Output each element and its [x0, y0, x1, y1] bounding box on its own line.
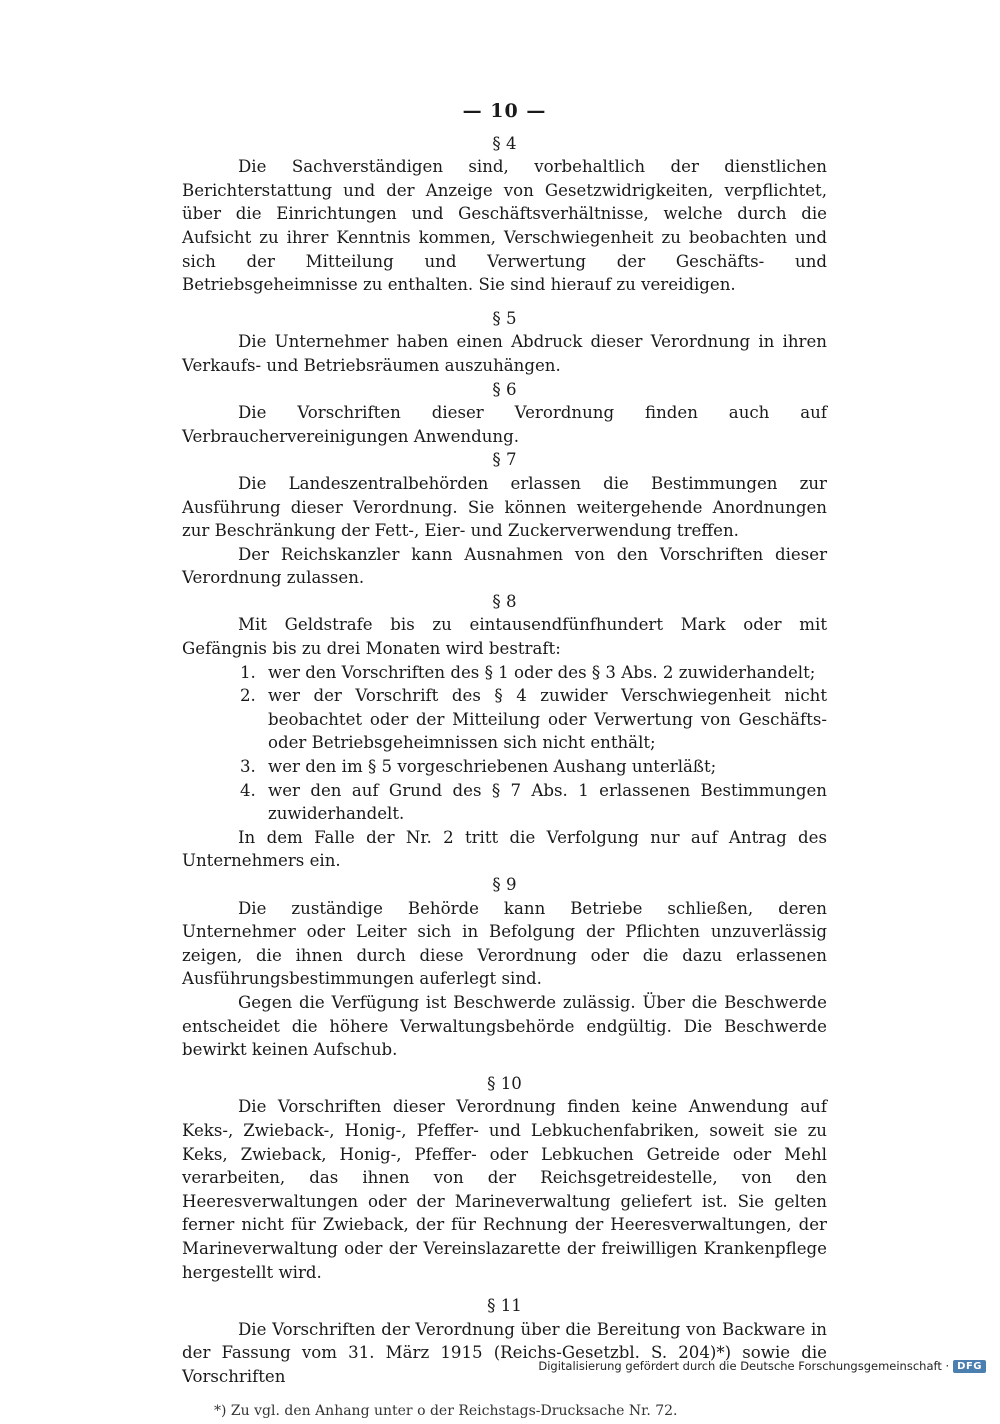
section-7-paragraph-1: Die Landeszentralbehörden erlassen die Bestimmungen zur Ausführung dieser Verordnung. Sie können weitergehende Anordnungen zur Beschränkung der Fett-, Eier- und Zuckerverwendung treffen. [182, 473, 827, 541]
page-number: — 10 — [462, 100, 547, 122]
footnote: *) Zu vgl. den Anhang unter o der Reichstags-Drucksache Nr. 72. [214, 1403, 678, 1420]
list-item-number: 1. [240, 662, 256, 682]
dfg-logo-icon: DFG [953, 1360, 986, 1373]
section-heading-5: § 5 [492, 308, 517, 328]
section-heading-10: § 10 [487, 1073, 522, 1093]
section-heading-11: § 11 [487, 1296, 522, 1316]
section-6-text: Die Vorschriften dieser Verordnung finden auch auf Verbrauchervereinigungen Anwendung. [182, 403, 827, 446]
list-item [182, 755, 827, 779]
list-item [182, 661, 827, 685]
list-item-text: wer den im § 5 vorgeschriebenen Aushang unterläßt; [268, 757, 717, 777]
section-7-paragraph-2: Der Reichskanzler kann Ausnahmen von den Vorschriften dieser Verordnung zulassen. [182, 544, 827, 588]
list-item [182, 684, 827, 755]
section-heading-6: § 6 [492, 379, 517, 399]
list-item-text: wer der Vorschrift des § 4 zuwider Verschwiegenheit nicht beobachtet oder der Mitteilung oder Verwertung von Geschäfts- oder Betriebsgeheimnissen sich nicht enthält; [268, 686, 827, 753]
section-heading-7: § 7 [492, 450, 517, 470]
list-item-text: wer den Vorschriften des § 1 oder des § 3 Abs. 2 zuwiderhandelt; [268, 662, 816, 682]
section-5-text: Die Unternehmer haben einen Abdruck dieser Verordnung in ihren Verkaufs- und Betriebsräumen auszuhängen. [182, 332, 827, 375]
digitization-credit [538, 1359, 986, 1373]
section-4-text: Die Sachverständigen sind, vorbehaltlich der dienstlichen Berichterstattung und der Anzeige von Gesetzwidrigkeiten, verpflichtet, über die Einrichtungen und Geschäftsverhältnisse, welche durch die Aufsicht zu ihrer Kenntnis kommen, Verschwiegenheit zu beobachten und sich der Mitteilung und Verwertung der Geschäfts- und Betriebsgeheimnisse zu enthalten. Sie sind hierauf zu vereidigen. [182, 157, 827, 295]
list-item [182, 779, 827, 826]
list-item-text: wer den auf Grund des § 7 Abs. 1 erlassenen Bestimmungen zuwiderhandelt. [268, 780, 827, 824]
document-page [182, 100, 827, 1424]
section-heading-9: § 9 [492, 875, 517, 894]
credit-text: Digitalisierung gefördert durch die Deutsche Forschungsgemeinschaft · [538, 1359, 950, 1373]
section-8-intro: Mit Geldstrafe bis zu eintausendfünfhundert Mark oder mit Gefängnis bis zu drei Monaten wird bestraft: [182, 615, 827, 659]
section-9-paragraph-1: Die zuständige Behörde kann Betriebe schließen, deren Unternehmer oder Leiter sich in Befolgung der Pflichten unzuverlässig zeigen, die ihnen durch diese Verordnung oder die dazu erlassenen Ausführungsbestimmungen auferlegt sind. [182, 898, 827, 989]
section-10-text: Die Vorschriften dieser Verordnung finden keine Anwendung auf Keks-, Zwieback-, Honig-, Pfeffer- und Lebkuchenfabriken, soweit sie zu Keks, Zwieback, Honig-, Pfeffer- oder Lebkuchen Getreide oder Mehl verarbeiten, das ihnen von der Reichsgetreidestelle, von den Heeresverwaltungen oder der Marineverwaltung geliefert ist. Sie gelten ferner nicht für Zwieback, der für Rechnung der Heeresverwaltungen, der Marineverwaltung oder der Vereinslazarette der freiwilligen Krankenpflege hergestellt wird. [182, 1097, 827, 1282]
list-item-number: 4. [240, 780, 256, 800]
section-11-text: Die Vorschriften der Verordnung über die Bereitung von Backware in der Fassung vom 31. März 1915 (Reichs-Gesetzbl. S. 204)*) sowie die Vorschriften [182, 1319, 827, 1386]
section-8-closing: In dem Falle der Nr. 2 tritt die Verfolgung nur auf Antrag des Unternehmers ein. [182, 827, 827, 871]
list-item-number: 2. [240, 686, 256, 706]
section-heading-4: § 4 [492, 133, 517, 153]
section-9-paragraph-2: Gegen die Verfügung ist Beschwerde zulässig. Über die Beschwerde entscheidet die höhere Verwaltungsbehörde endgültig. Die Beschwerde bewirkt keinen Aufschub. [182, 992, 827, 1060]
section-heading-8: § 8 [492, 591, 517, 611]
section-8-list [182, 661, 827, 826]
list-item-number: 3. [240, 757, 256, 777]
